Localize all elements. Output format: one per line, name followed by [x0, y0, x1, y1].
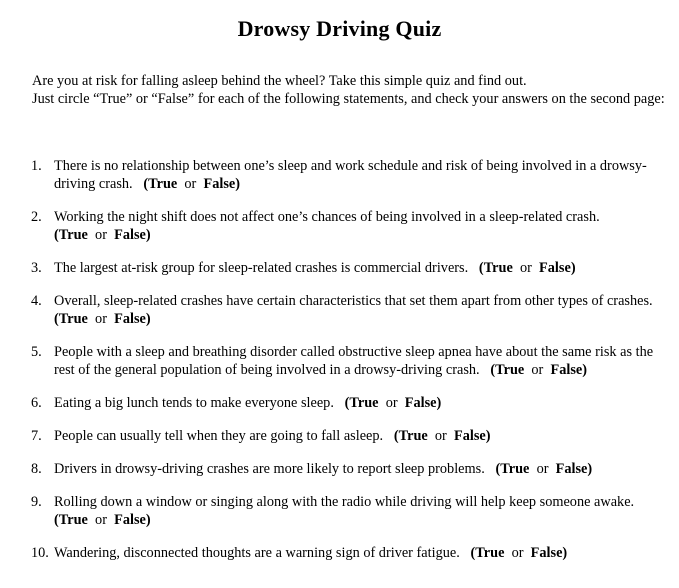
true-option[interactable]: True [148, 176, 178, 192]
question-text: People with a sleep and breathing disorder called obstructive sleep apnea have about the same risk as the rest of the general population of being involved in a drowsy-driving crash. [54, 344, 654, 378]
or-word: or [95, 311, 107, 327]
true-option[interactable]: True [398, 428, 428, 444]
answer-choice[interactable]: (True or False) [470, 545, 568, 561]
question-number: 9. [31, 494, 42, 510]
question-text: Wandering, disconnected thoughts are a warning sign of driver fatigue. [54, 545, 460, 561]
question-number: 5. [31, 344, 42, 360]
question-text: Drivers in drowsy-driving crashes are more likely to report sleep problems. [54, 461, 485, 477]
quiz-question-7 [31, 427, 671, 445]
quiz-question-1 [31, 157, 671, 193]
intro-instructions: Just circle “True” or “False” for each of the following statements, and check your answers on the second page: [32, 91, 665, 107]
true-option[interactable]: True [349, 395, 379, 411]
answer-choice[interactable]: (True or False) [495, 461, 593, 477]
answer-choice[interactable]: (True or False) [490, 362, 588, 378]
or-word: or [536, 461, 549, 477]
intro-paragraph [32, 72, 672, 108]
or-word: or [531, 362, 544, 378]
true-option[interactable]: True [58, 311, 88, 327]
or-word: or [519, 260, 532, 276]
question-text: Rolling down a window or singing along with the radio while driving will help keep someone awake. [54, 494, 635, 510]
true-option[interactable]: True [495, 362, 525, 378]
true-option[interactable]: True [58, 512, 88, 528]
answer-choice[interactable]: (True or False) [143, 176, 241, 192]
false-option[interactable]: False [114, 227, 146, 243]
quiz-question-8 [31, 460, 671, 478]
question-text: The largest at-risk group for sleep-related crashes is commercial drivers. [54, 260, 469, 276]
true-option[interactable]: True [483, 260, 513, 276]
question-number: 6. [31, 395, 42, 411]
intro-line: Are you at risk for falling asleep behind the wheel? Take this simple quiz and find out. [32, 73, 527, 89]
answer-choice[interactable]: (True or False) [54, 311, 151, 327]
question-number: 4. [31, 293, 42, 309]
true-option[interactable]: True [475, 545, 505, 561]
false-option[interactable]: False [203, 176, 236, 192]
answer-choice[interactable]: (True or False) [478, 260, 576, 276]
question-text: People can usually tell when they are going to fall asleep. [54, 428, 384, 444]
false-option[interactable]: False [114, 311, 146, 327]
false-option[interactable]: False [404, 395, 437, 411]
true-option[interactable]: True [500, 461, 530, 477]
question-text: Overall, sleep-related crashes have certain characteristics that set them apart from other types of crashes. [54, 293, 653, 309]
question-number: 1. [31, 158, 42, 174]
question-text: There is no relationship between one’s sleep and work schedule and risk of being involved in a drowsy-driving crash. [54, 158, 647, 192]
quiz-question-4 [31, 292, 671, 328]
quiz-question-2 [31, 208, 671, 244]
or-word: or [95, 512, 107, 528]
quiz-question-5 [31, 343, 671, 379]
false-option[interactable]: False [539, 260, 571, 276]
quiz-question-9 [31, 493, 671, 529]
answer-choice[interactable]: (True or False) [393, 428, 491, 444]
false-option[interactable]: False [550, 362, 583, 378]
or-word: or [434, 428, 447, 444]
question-text: Eating a big lunch tends to make everyone sleep. [54, 395, 334, 411]
quiz-question-6 [31, 394, 671, 412]
or-word: or [184, 176, 197, 192]
question-number: 7. [31, 428, 42, 444]
or-word: or [95, 227, 107, 243]
answer-choice[interactable]: (True or False) [54, 512, 151, 528]
false-option[interactable]: False [555, 461, 588, 477]
or-word: or [385, 395, 398, 411]
false-option[interactable]: False [453, 428, 486, 444]
false-option[interactable]: False [530, 545, 563, 561]
question-number: 10. [31, 545, 49, 561]
quiz-question-list [31, 157, 671, 562]
true-option[interactable]: True [58, 227, 88, 243]
or-word: or [511, 545, 524, 561]
answer-choice[interactable]: (True or False) [344, 395, 442, 411]
false-option[interactable]: False [114, 512, 146, 528]
question-number: 2. [31, 209, 42, 225]
answer-choice[interactable]: (True or False) [54, 227, 151, 243]
quiz-question-10 [31, 544, 671, 562]
question-number: 3. [31, 260, 42, 276]
question-number: 8. [31, 461, 42, 477]
page-title: Drowsy Driving Quiz [237, 16, 442, 41]
question-text: Working the night shift does not affect one’s chances of being involved in a sleep-related crash. [54, 209, 600, 225]
quiz-question-3 [31, 259, 671, 277]
